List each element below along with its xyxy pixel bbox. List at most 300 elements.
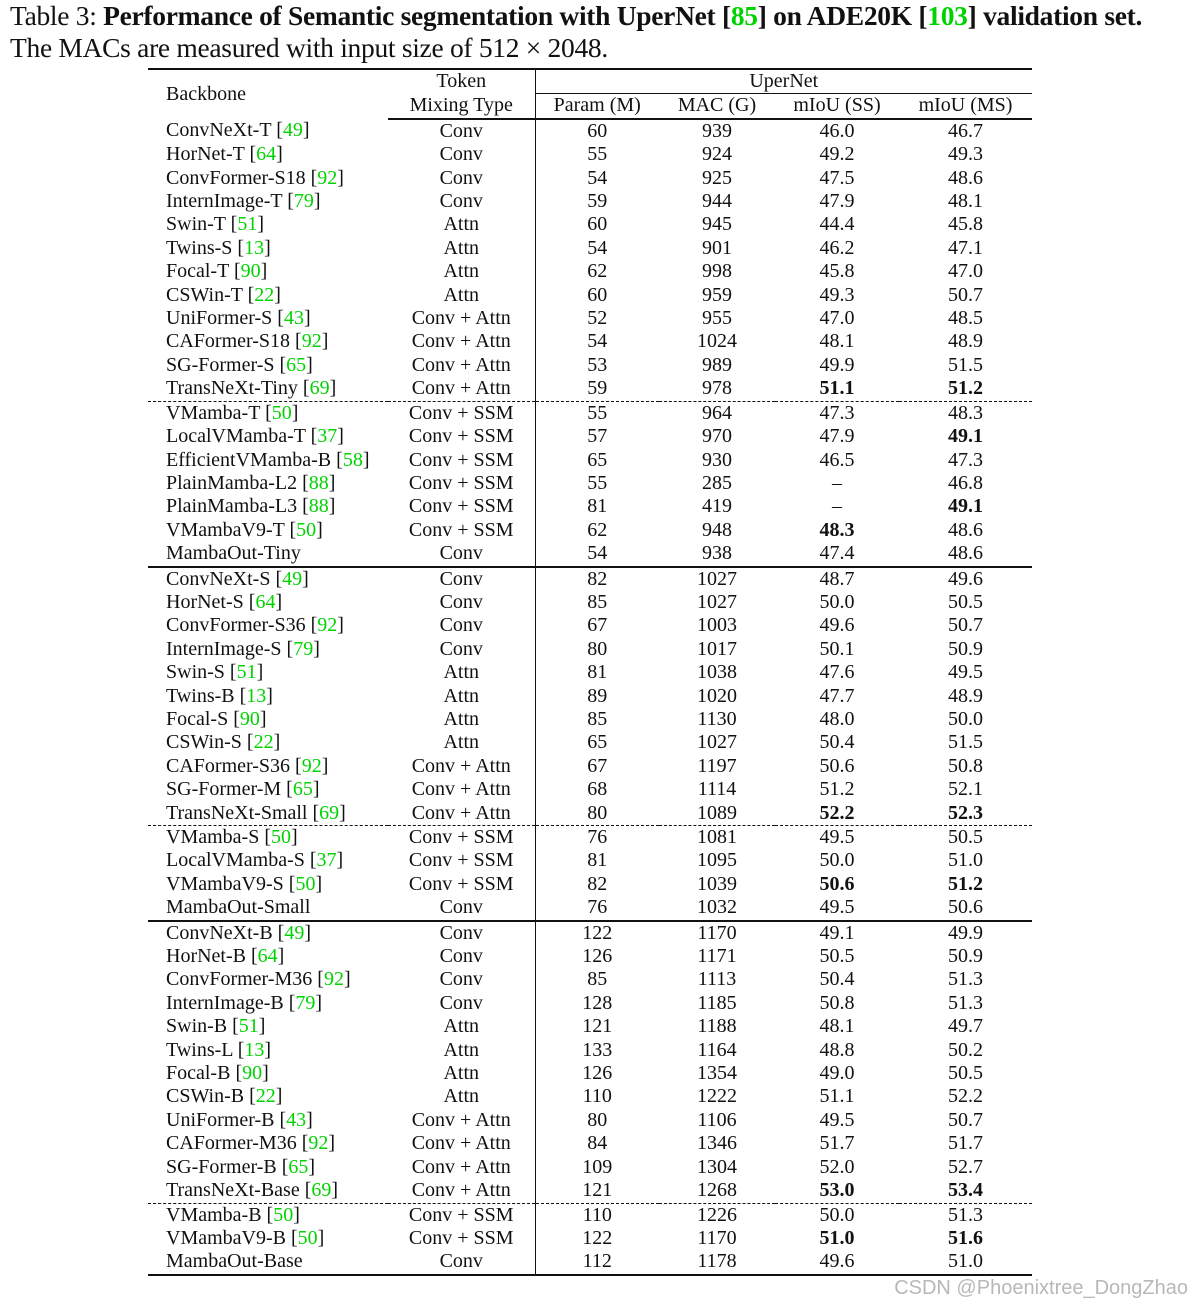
table-row	[148, 708, 1032, 731]
backbone-cell: ConvFormer-M36 [92]	[166, 968, 351, 991]
ss-value: 50.5	[819, 945, 855, 968]
backbone-name: LocalVMamba-T	[166, 425, 306, 448]
backbone-name: CSWin-T	[166, 283, 243, 306]
ms-value: 50.2	[948, 1038, 984, 1061]
mac-value: 1304	[697, 1155, 737, 1178]
table-row	[148, 425, 1032, 448]
backbone-cell: Twins-L [13]	[166, 1038, 272, 1061]
mac-value: 925	[702, 166, 732, 189]
ms-value: 50.7	[948, 614, 984, 637]
token-mixing-type: Conv + SSM	[388, 519, 535, 542]
caption-title-part: ] on ADE20K [	[757, 0, 928, 31]
ms-value: 48.9	[948, 684, 984, 707]
citation-link[interactable]: 64	[256, 143, 277, 166]
table-row	[148, 260, 1032, 283]
param-value: 55	[535, 401, 659, 425]
mac-value: 938	[702, 542, 732, 565]
token-mixing-type: Conv + Attn	[388, 330, 535, 353]
backbone-name: HorNet-B	[166, 945, 246, 968]
mac-value: 998	[702, 260, 732, 283]
table-row	[148, 330, 1032, 353]
caption-label: Table 3:	[10, 0, 97, 31]
backbone-cell: SG-Former-S [65]	[166, 353, 313, 376]
citation-link[interactable]: 103	[927, 0, 968, 31]
backbone-name: SG-Former-M	[166, 778, 282, 801]
backbone-name: TransNeXt-Tiny	[166, 377, 298, 400]
token-mixing-type: Attn	[388, 284, 535, 307]
backbone-name: ConvFormer-M36	[166, 968, 313, 991]
ms-value: 51.2	[948, 377, 984, 400]
token-mixing-type: Conv	[388, 119, 535, 143]
mac-value: 1081	[659, 826, 775, 850]
citation-link[interactable]: 50	[295, 872, 316, 895]
table-row	[148, 542, 1032, 566]
header-token-line1: Token	[388, 69, 535, 94]
param-value: 82	[587, 872, 608, 895]
backbone-name: EfficientVMamba-B	[166, 448, 332, 471]
param-value: 60	[587, 283, 608, 306]
mac-value: 1095	[697, 849, 737, 872]
param-value: 67	[587, 614, 608, 637]
citation-link[interactable]: 50	[273, 1203, 294, 1226]
ss-value: 44.4	[819, 213, 855, 236]
citation-link[interactable]: 22	[254, 283, 275, 306]
ss-value: 51.1	[819, 1085, 855, 1108]
backbone-name: Swin-B	[166, 1015, 228, 1038]
citation-link[interactable]: 43	[286, 1108, 307, 1131]
ms-value: 46.8	[948, 471, 984, 494]
ms-value: 48.5	[948, 307, 984, 330]
table-row	[148, 1062, 1032, 1085]
backbone-cell: VMambaV9-B [50]	[166, 1226, 325, 1249]
param-value: 65	[587, 448, 608, 471]
table-row	[148, 1039, 1032, 1062]
ms-value: 51.5	[948, 731, 984, 754]
ss-value: 47.5	[819, 166, 855, 189]
ss-value: 49.5	[775, 826, 899, 850]
header-param: Param (M)	[535, 94, 659, 119]
ss-value: 48.0	[819, 707, 855, 730]
backbone-name: TransNeXt-Base	[166, 1179, 300, 1202]
citation-link[interactable]: 49	[282, 567, 303, 590]
param-value: 128	[582, 991, 613, 1014]
citation-link[interactable]: 65	[286, 353, 307, 376]
mac-value: 1346	[697, 1132, 737, 1155]
mac-value: 1038	[697, 661, 737, 684]
mac-value: 1226	[659, 1203, 775, 1227]
token-mixing-type: Attn	[388, 685, 535, 708]
backbone-cell: Focal-T [90]	[166, 260, 268, 283]
backbone-cell: TransNeXt-Tiny [69]	[166, 377, 337, 400]
param-value: 60	[587, 213, 608, 236]
ss-value: 48.1	[819, 330, 855, 353]
ms-value: 47.1	[948, 236, 984, 259]
backbone-name: Focal-B	[166, 1062, 231, 1085]
table-row	[148, 190, 1032, 213]
mac-value: 955	[702, 307, 732, 330]
table-row	[148, 945, 1032, 968]
citation-link[interactable]: 85	[730, 0, 758, 31]
citation-link[interactable]: 64	[255, 590, 276, 613]
table-group	[148, 921, 1032, 1275]
ss-value: 51.2	[819, 778, 855, 801]
mac-value: 930	[702, 448, 732, 471]
caption-title-part: Performance of Semantic segmentation with UperNet [	[103, 0, 731, 31]
ss-value: 50.0	[819, 590, 855, 613]
param-value: 76	[587, 896, 608, 919]
token-mixing-type: Conv	[388, 968, 535, 991]
mac-value: 901	[702, 236, 732, 259]
backbone-cell: Swin-T [51]	[166, 213, 264, 236]
backbone-cell: VMambaV9-T [50]	[166, 518, 323, 541]
ss-value: 47.9	[819, 190, 855, 213]
table-row	[148, 377, 1032, 401]
backbone-name: HorNet-T	[166, 143, 245, 166]
citation-link[interactable]: 79	[293, 637, 314, 660]
backbone-cell: TransNeXt-Small [69]	[166, 801, 346, 824]
citation-link[interactable]: 50	[271, 826, 291, 848]
token-mixing-type: Conv + SSM	[388, 472, 535, 495]
backbone-cell: VMambaV9-S [50]	[166, 872, 323, 895]
ss-value: 49.1	[775, 921, 899, 945]
mac-value: 419	[702, 495, 732, 518]
citation-link[interactable]: 88	[308, 495, 329, 518]
ms-value: 51.3	[948, 991, 984, 1014]
citation-link[interactable]: 90	[239, 707, 260, 730]
citation-link[interactable]: 37	[317, 425, 338, 448]
param-value: 82	[535, 567, 659, 591]
param-value: 65	[587, 731, 608, 754]
token-mixing-type: Conv	[388, 638, 535, 661]
table-row	[148, 1015, 1032, 1038]
token-mixing-type: Conv + Attn	[388, 1109, 535, 1132]
token-mixing-type: Conv	[388, 167, 535, 190]
backbone-name: UniFormer-B	[166, 1108, 275, 1131]
mac-value: 945	[702, 213, 732, 236]
backbone-name: VMambaV9-T	[166, 518, 285, 541]
citation-link[interactable]: 51	[238, 1015, 259, 1038]
backbone-name: SG-Former-B	[166, 1155, 277, 1178]
ss-value: 50.8	[819, 991, 855, 1014]
ss-value: 46.0	[819, 119, 855, 142]
backbone-name: CAFormer-S18	[166, 330, 291, 353]
token-mixing-type: Conv	[388, 591, 535, 614]
citation-link[interactable]: 92	[308, 1132, 329, 1155]
ms-value: 51.3	[899, 1203, 1032, 1227]
backbone-cell: VMamba-B [50]	[148, 1203, 388, 1227]
backbone-cell: CSWin-T [22]	[166, 283, 281, 306]
citation-link[interactable]: 92	[323, 968, 344, 991]
citation-link[interactable]: 69	[311, 1179, 332, 1202]
citation-link[interactable]: 92	[317, 166, 338, 189]
token-mixing-type: Conv + Attn	[388, 755, 535, 778]
mac-value: 1106	[697, 1108, 737, 1131]
mac-value: 948	[702, 518, 732, 541]
token-mixing-type: Conv	[388, 143, 535, 166]
backbone-name: ConvNeXt-B	[166, 921, 273, 944]
token-mixing-type: Conv + SSM	[388, 401, 535, 425]
ms-value: 49.7	[948, 1015, 984, 1038]
param-value: 76	[535, 826, 659, 850]
ss-value: 50.4	[819, 731, 855, 754]
mac-value: 924	[702, 143, 732, 166]
backbone-cell: Twins-S [13]	[166, 236, 271, 259]
backbone-cell: ConvNeXt-T [49]	[166, 119, 310, 142]
mac-value: 1003	[697, 614, 737, 637]
param-value: 67	[587, 754, 608, 777]
table-row	[148, 237, 1032, 260]
ss-value: 49.6	[819, 614, 855, 637]
token-mixing-type: Conv	[388, 921, 535, 945]
backbone-cell: HorNet-B [64]	[166, 945, 285, 968]
table-group	[148, 119, 1032, 567]
backbone-cell: LocalVMamba-T [37]	[166, 425, 344, 448]
caption-title	[103, 0, 1142, 31]
ss-value: –	[832, 495, 842, 518]
token-mixing-type: Conv + Attn	[388, 1156, 535, 1179]
mac-value: 1039	[697, 872, 737, 895]
citation-link[interactable]: 79	[295, 991, 316, 1014]
backbone-name: Focal-S	[166, 707, 229, 730]
backbone-cell: CSWin-B [22]	[166, 1085, 283, 1108]
table-row	[148, 519, 1032, 542]
table-row	[148, 849, 1032, 872]
citation-link[interactable]: 50	[271, 401, 292, 424]
mac-value: 1170	[697, 1226, 737, 1249]
table-row	[148, 638, 1032, 661]
citation-link[interactable]: 50	[296, 518, 317, 541]
citation-link[interactable]: 43	[283, 307, 304, 330]
ss-value: 49.9	[819, 353, 855, 376]
backbone-cell: CAFormer-M36 [92]	[166, 1132, 336, 1155]
citation-link[interactable]: 49	[282, 119, 303, 142]
backbone-cell: InternImage-T [79]	[166, 190, 321, 213]
backbone-name: VMamba-S	[166, 826, 260, 848]
param-value: 59	[587, 377, 608, 400]
mac-value: 939	[702, 119, 732, 142]
ms-value: 50.5	[899, 826, 1032, 850]
citation-link[interactable]: 92	[301, 754, 322, 777]
backbone-cell: VMamba-S [50]	[148, 826, 388, 850]
ss-value: 48.3	[819, 518, 855, 541]
mac-value: 978	[702, 377, 732, 400]
token-mixing-type: Conv + Attn	[388, 1132, 535, 1155]
param-value: 85	[587, 968, 608, 991]
mac-value: 989	[702, 353, 732, 376]
citation-link[interactable]: 51	[236, 661, 257, 684]
backbone-cell: CAFormer-S36 [92]	[166, 754, 329, 777]
token-mixing-type: Attn	[388, 1062, 535, 1085]
table-row	[148, 1085, 1032, 1108]
mac-value: 1114	[697, 778, 737, 801]
table-row	[148, 354, 1032, 377]
ms-value: 49.1	[948, 425, 984, 448]
citation-link[interactable]: 92	[317, 614, 338, 637]
table-row	[148, 873, 1032, 896]
backbone-cell: CSWin-S [22]	[166, 731, 281, 754]
citation-link[interactable]: 51	[237, 213, 258, 236]
mac-value: 1020	[697, 684, 737, 707]
token-mixing-type: Conv + Attn	[388, 377, 535, 401]
citation-link[interactable]: 92	[301, 330, 322, 353]
citation-link[interactable]: 22	[253, 731, 274, 754]
citation-link[interactable]: 65	[292, 778, 313, 801]
backbone-cell	[148, 542, 388, 566]
citation-link[interactable]: 37	[316, 849, 337, 872]
token-mixing-type: Conv + Attn	[388, 354, 535, 377]
param-value: 54	[587, 166, 608, 189]
table-row	[148, 567, 1032, 591]
citation-link[interactable]: 90	[242, 1062, 263, 1085]
ss-value: 50.4	[819, 968, 855, 991]
table-row	[148, 495, 1032, 518]
param-value: 85	[587, 590, 608, 613]
citation-link[interactable]: 50	[297, 1226, 318, 1249]
backbone-cell: VMamba-T [50]	[148, 401, 388, 425]
watermark: CSDN @Phoenixtree_DongZhao	[894, 1276, 1188, 1299]
table-caption	[10, 0, 1188, 64]
param-value: 122	[582, 1226, 613, 1249]
ms-value: 53.4	[948, 1179, 984, 1202]
ss-value: 47.4	[819, 542, 855, 565]
ms-value: 48.9	[948, 330, 984, 353]
table-row	[148, 755, 1032, 778]
token-mixing-type: Conv + SSM	[388, 873, 535, 896]
param-value: 84	[587, 1132, 608, 1155]
table-row	[148, 968, 1032, 991]
backbone-cell: PlainMamba-L3 [88]	[166, 495, 336, 518]
backbone-cell: SG-Former-B [65]	[166, 1155, 316, 1178]
ss-value: 51.0	[819, 1226, 855, 1249]
mac-value: 964	[659, 401, 775, 425]
backbone-name: VMambaV9-S	[166, 872, 284, 895]
mac-value: 1027	[659, 567, 775, 591]
backbone-cell: UniFormer-S [43]	[166, 307, 311, 330]
header-upernet: UperNet	[535, 69, 1032, 94]
citation-link[interactable]: 69	[309, 377, 330, 400]
ms-value: 50.7	[948, 1108, 984, 1131]
mac-value: 1178	[659, 1250, 775, 1274]
backbone-cell: Swin-B [51]	[166, 1015, 266, 1038]
mac-value: 1185	[697, 991, 737, 1014]
param-value: 122	[535, 921, 659, 945]
token-mixing-type: Conv + SSM	[388, 849, 535, 872]
mac-value: 1188	[697, 1015, 737, 1038]
citation-link[interactable]: 13	[244, 1038, 265, 1061]
citation-link[interactable]: 90	[240, 260, 261, 283]
backbone-cell: EfficientVMamba-B [58]	[166, 448, 370, 471]
ms-value: 51.6	[948, 1226, 984, 1249]
citation-link[interactable]: 49	[284, 921, 305, 944]
ss-value: 49.3	[819, 283, 855, 306]
mac-value: 1164	[697, 1038, 737, 1061]
backbone-name: TransNeXt-Small	[166, 801, 308, 824]
citation-link[interactable]: 88	[308, 471, 329, 494]
backbone-cell: TransNeXt-Base [69]	[166, 1179, 339, 1202]
backbone-name: CAFormer-M36	[166, 1132, 297, 1155]
table-row	[148, 685, 1032, 708]
backbone-name: PlainMamba-L3	[166, 495, 298, 518]
ms-value: 50.5	[948, 590, 984, 613]
mac-value: 1171	[697, 945, 737, 968]
ss-value: 51.7	[819, 1132, 855, 1155]
header-backbone: Backbone	[148, 69, 388, 119]
backbone-name: ConvNeXt-S	[166, 567, 271, 590]
citation-link[interactable]: 65	[288, 1155, 309, 1178]
ss-value: 47.9	[819, 425, 855, 448]
ss-value: 49.6	[775, 1250, 899, 1274]
backbone-cell: ConvNeXt-B [49]	[148, 921, 388, 945]
table-group	[148, 567, 1032, 921]
table-row	[148, 1179, 1032, 1203]
mac-value: 1089	[697, 801, 737, 824]
token-mixing-type: Attn	[388, 237, 535, 260]
token-mixing-type: Conv + Attn	[388, 307, 535, 330]
backbone-cell: InternImage-S [79]	[166, 637, 320, 660]
ss-value: 51.1	[819, 377, 855, 400]
ms-value: 52.7	[948, 1155, 984, 1178]
mac-value: 1027	[697, 590, 737, 613]
citation-link[interactable]: 64	[257, 945, 278, 968]
backbone-name: PlainMamba-L2	[166, 471, 298, 494]
table-row	[148, 778, 1032, 801]
citation-link[interactable]: 69	[319, 801, 340, 824]
backbone-name: ConvFormer-S36	[166, 614, 306, 637]
citation-link[interactable]: 22	[255, 1085, 276, 1108]
param-value: 60	[587, 119, 608, 142]
ss-value: 48.7	[775, 567, 899, 591]
backbone-name: HorNet-S	[166, 590, 244, 613]
ss-value: 50.0	[819, 849, 855, 872]
mac-value: 1197	[697, 754, 737, 777]
token-mixing-type: Conv + SSM	[388, 495, 535, 518]
citation-link[interactable]: 13	[244, 236, 265, 259]
param-value: 80	[587, 801, 608, 824]
ss-value: 48.8	[819, 1038, 855, 1061]
table-row	[148, 1203, 1032, 1227]
table-row	[148, 1109, 1032, 1132]
table-row	[148, 472, 1032, 495]
backbone-cell	[148, 1250, 388, 1274]
citation-link[interactable]: 79	[293, 190, 314, 213]
token-mixing-type: Conv	[388, 992, 535, 1015]
mac-value: 1024	[697, 330, 737, 353]
backbone-name: VMambaV9-B	[166, 1226, 286, 1249]
ss-value: 47.6	[819, 661, 855, 684]
param-value: 121	[582, 1015, 613, 1038]
token-mixing-type: Attn	[388, 661, 535, 684]
backbone-name: InternImage-T	[166, 190, 283, 213]
citation-link[interactable]: 58	[342, 448, 363, 471]
ss-value: 47.3	[775, 401, 899, 425]
ss-value: –	[832, 471, 842, 494]
param-value: 126	[582, 945, 613, 968]
param-value: 62	[587, 518, 608, 541]
backbone-cell: SG-Former-M [65]	[166, 778, 320, 801]
token-mixing-type: Conv	[388, 190, 535, 213]
token-mixing-type: Conv	[388, 567, 535, 591]
backbone-name: ConvFormer-S18	[166, 166, 306, 189]
ss-value: 49.2	[819, 143, 855, 166]
ms-value: 48.6	[948, 518, 984, 541]
backbone-name: UniFormer-S	[166, 307, 273, 330]
backbone-name: InternImage-B	[166, 991, 284, 1014]
ss-value: 45.8	[819, 260, 855, 283]
citation-link[interactable]: 13	[246, 684, 267, 707]
param-value: 110	[582, 1085, 612, 1108]
mac-value: 1268	[697, 1179, 737, 1202]
table-row	[148, 1156, 1032, 1179]
